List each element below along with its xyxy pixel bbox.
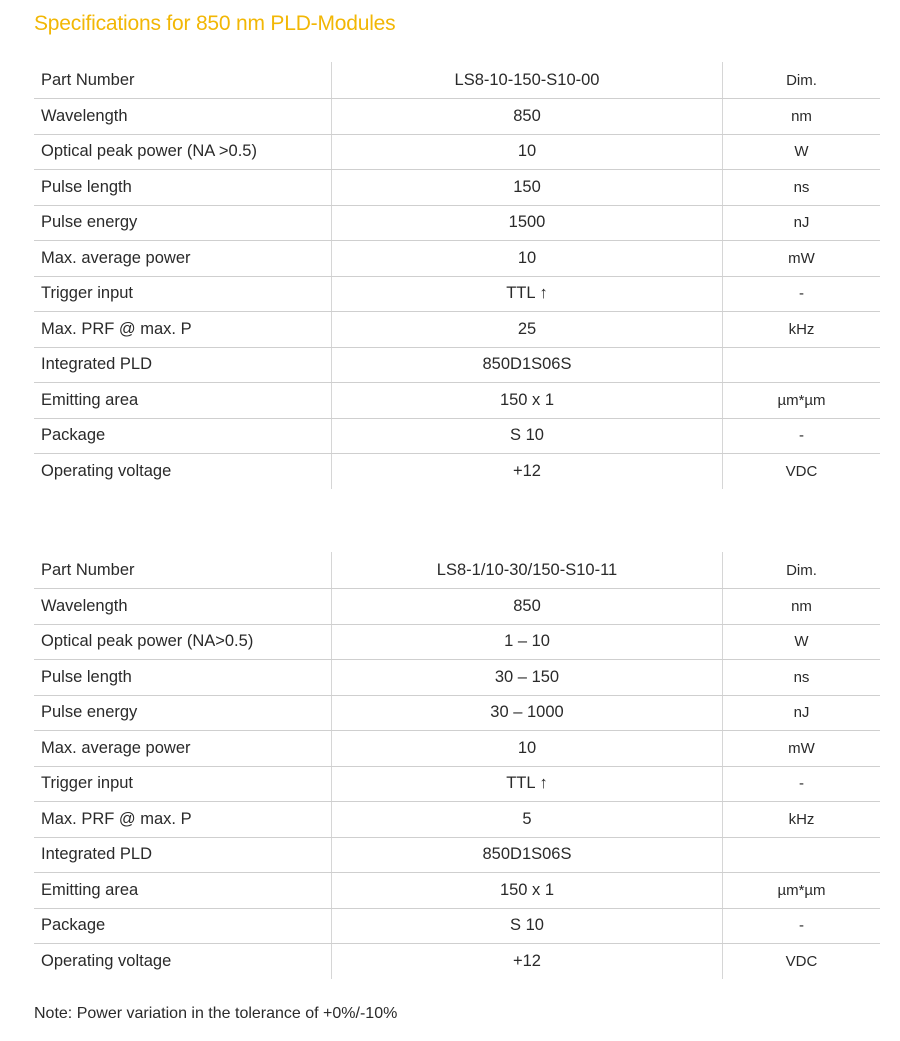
row-value: 150 x 1 xyxy=(332,383,723,419)
table-row xyxy=(34,383,880,419)
row-label: Optical peak power (NA>0.5) xyxy=(34,624,332,660)
row-dim: - xyxy=(723,418,881,454)
table-row xyxy=(34,766,880,802)
row-value: +12 xyxy=(332,944,723,979)
table-row xyxy=(34,837,880,873)
row-label: Max. average power xyxy=(34,241,332,277)
row-value: 850 xyxy=(332,589,723,625)
row-dim: nJ xyxy=(723,205,881,241)
row-value: S 10 xyxy=(332,908,723,944)
row-value: 5 xyxy=(332,802,723,838)
row-label: Operating voltage xyxy=(41,951,172,970)
row-dim: µm*µm xyxy=(723,873,881,909)
table-row xyxy=(34,276,880,312)
row-dim: kHz xyxy=(723,802,881,838)
arrow-up-icon: ↑ xyxy=(539,284,548,303)
table-row xyxy=(34,454,880,489)
row-dim: mW xyxy=(723,241,881,277)
table-row xyxy=(34,695,880,731)
table-row xyxy=(34,660,880,696)
row-value: 1500 xyxy=(332,205,723,241)
row-label: Integrated PLD xyxy=(34,837,332,873)
table-row xyxy=(34,873,880,909)
row-dim: µm*µm xyxy=(723,383,881,419)
row-value: 150 x 1 xyxy=(332,873,723,909)
row-value-trigger xyxy=(332,276,723,312)
row-value: 850D1S06S xyxy=(332,347,723,383)
row-dim: VDC xyxy=(723,454,881,489)
row-label: Emitting area xyxy=(34,383,332,419)
row-value: 850 xyxy=(332,99,723,135)
table-row xyxy=(34,99,880,135)
footnote: Note: Power variation in the tolerance of +0%/-10% xyxy=(34,1005,398,1022)
table-row xyxy=(34,170,880,206)
row-label: Wavelength xyxy=(34,99,332,135)
arrow-up-icon: ↑ xyxy=(539,774,548,793)
row-value: 10 xyxy=(332,134,723,170)
table-row xyxy=(34,624,880,660)
table-header-row xyxy=(34,62,880,99)
row-dim: nJ xyxy=(723,695,881,731)
header-label: Part Number xyxy=(34,552,332,589)
table-header-row xyxy=(34,552,880,589)
row-label: Pulse length xyxy=(34,170,332,206)
row-value: 1 – 10 xyxy=(332,624,723,660)
row-dim: - xyxy=(723,766,881,802)
row-label: Pulse energy xyxy=(34,695,332,731)
row-value: 10 xyxy=(332,731,723,767)
table-row xyxy=(34,205,880,241)
row-dim: mW xyxy=(723,731,881,767)
page-title: Specifications for 850 nm PLD-Modules xyxy=(34,12,396,35)
header-label: Part Number xyxy=(34,62,332,99)
row-dim: W xyxy=(723,134,881,170)
row-label: Pulse length xyxy=(34,660,332,696)
table-row xyxy=(34,347,880,383)
table-row xyxy=(34,241,880,277)
row-dim: ns xyxy=(723,660,881,696)
row-label: Package xyxy=(34,418,332,454)
table-row xyxy=(34,908,880,944)
row-label: Operating voltage xyxy=(41,461,172,480)
row-value: +12 xyxy=(332,454,723,489)
row-label: Trigger input xyxy=(34,766,332,802)
header-dim: Dim. xyxy=(723,62,881,99)
row-label: Max. PRF @ max. P xyxy=(34,802,332,838)
table-row xyxy=(34,134,880,170)
row-label: Integrated PLD xyxy=(34,347,332,383)
row-label: Max. PRF @ max. P xyxy=(34,312,332,348)
row-dim: - xyxy=(723,276,881,312)
table-row xyxy=(34,418,880,454)
row-label: Wavelength xyxy=(34,589,332,625)
row-label: Emitting area xyxy=(34,873,332,909)
row-label: Pulse energy xyxy=(34,205,332,241)
row-label: Package xyxy=(34,908,332,944)
row-label: Optical peak power (NA >0.5) xyxy=(34,134,332,170)
row-dim: nm xyxy=(723,99,881,135)
row-dim: W xyxy=(723,624,881,660)
row-value-trigger xyxy=(332,766,723,802)
header-dim: Dim. xyxy=(723,552,881,589)
table-row xyxy=(34,944,880,979)
table-row xyxy=(34,589,880,625)
row-value: 150 xyxy=(332,170,723,206)
table-row xyxy=(34,312,880,348)
row-dim xyxy=(723,837,881,873)
spec-table-1 xyxy=(34,62,880,489)
header-part-number: LS8-1/10-30/150-S10-11 xyxy=(332,552,723,589)
row-value: 30 – 150 xyxy=(332,660,723,696)
trigger-value: TTL xyxy=(506,284,536,303)
row-value: 30 – 1000 xyxy=(332,695,723,731)
trigger-value: TTL xyxy=(506,774,536,793)
header-part-number: LS8-10-150-S10-00 xyxy=(332,62,723,99)
table-row xyxy=(34,731,880,767)
row-value: 25 xyxy=(332,312,723,348)
row-value: 850D1S06S xyxy=(332,837,723,873)
row-dim: - xyxy=(723,908,881,944)
table-row xyxy=(34,802,880,838)
row-label: Max. average power xyxy=(34,731,332,767)
row-dim: kHz xyxy=(723,312,881,348)
row-value: S 10 xyxy=(332,418,723,454)
row-label: Trigger input xyxy=(34,276,332,312)
row-value: 10 xyxy=(332,241,723,277)
spec-table-2 xyxy=(34,552,880,979)
row-dim: nm xyxy=(723,589,881,625)
row-dim: VDC xyxy=(723,944,881,979)
row-dim: ns xyxy=(723,170,881,206)
row-dim xyxy=(723,347,881,383)
